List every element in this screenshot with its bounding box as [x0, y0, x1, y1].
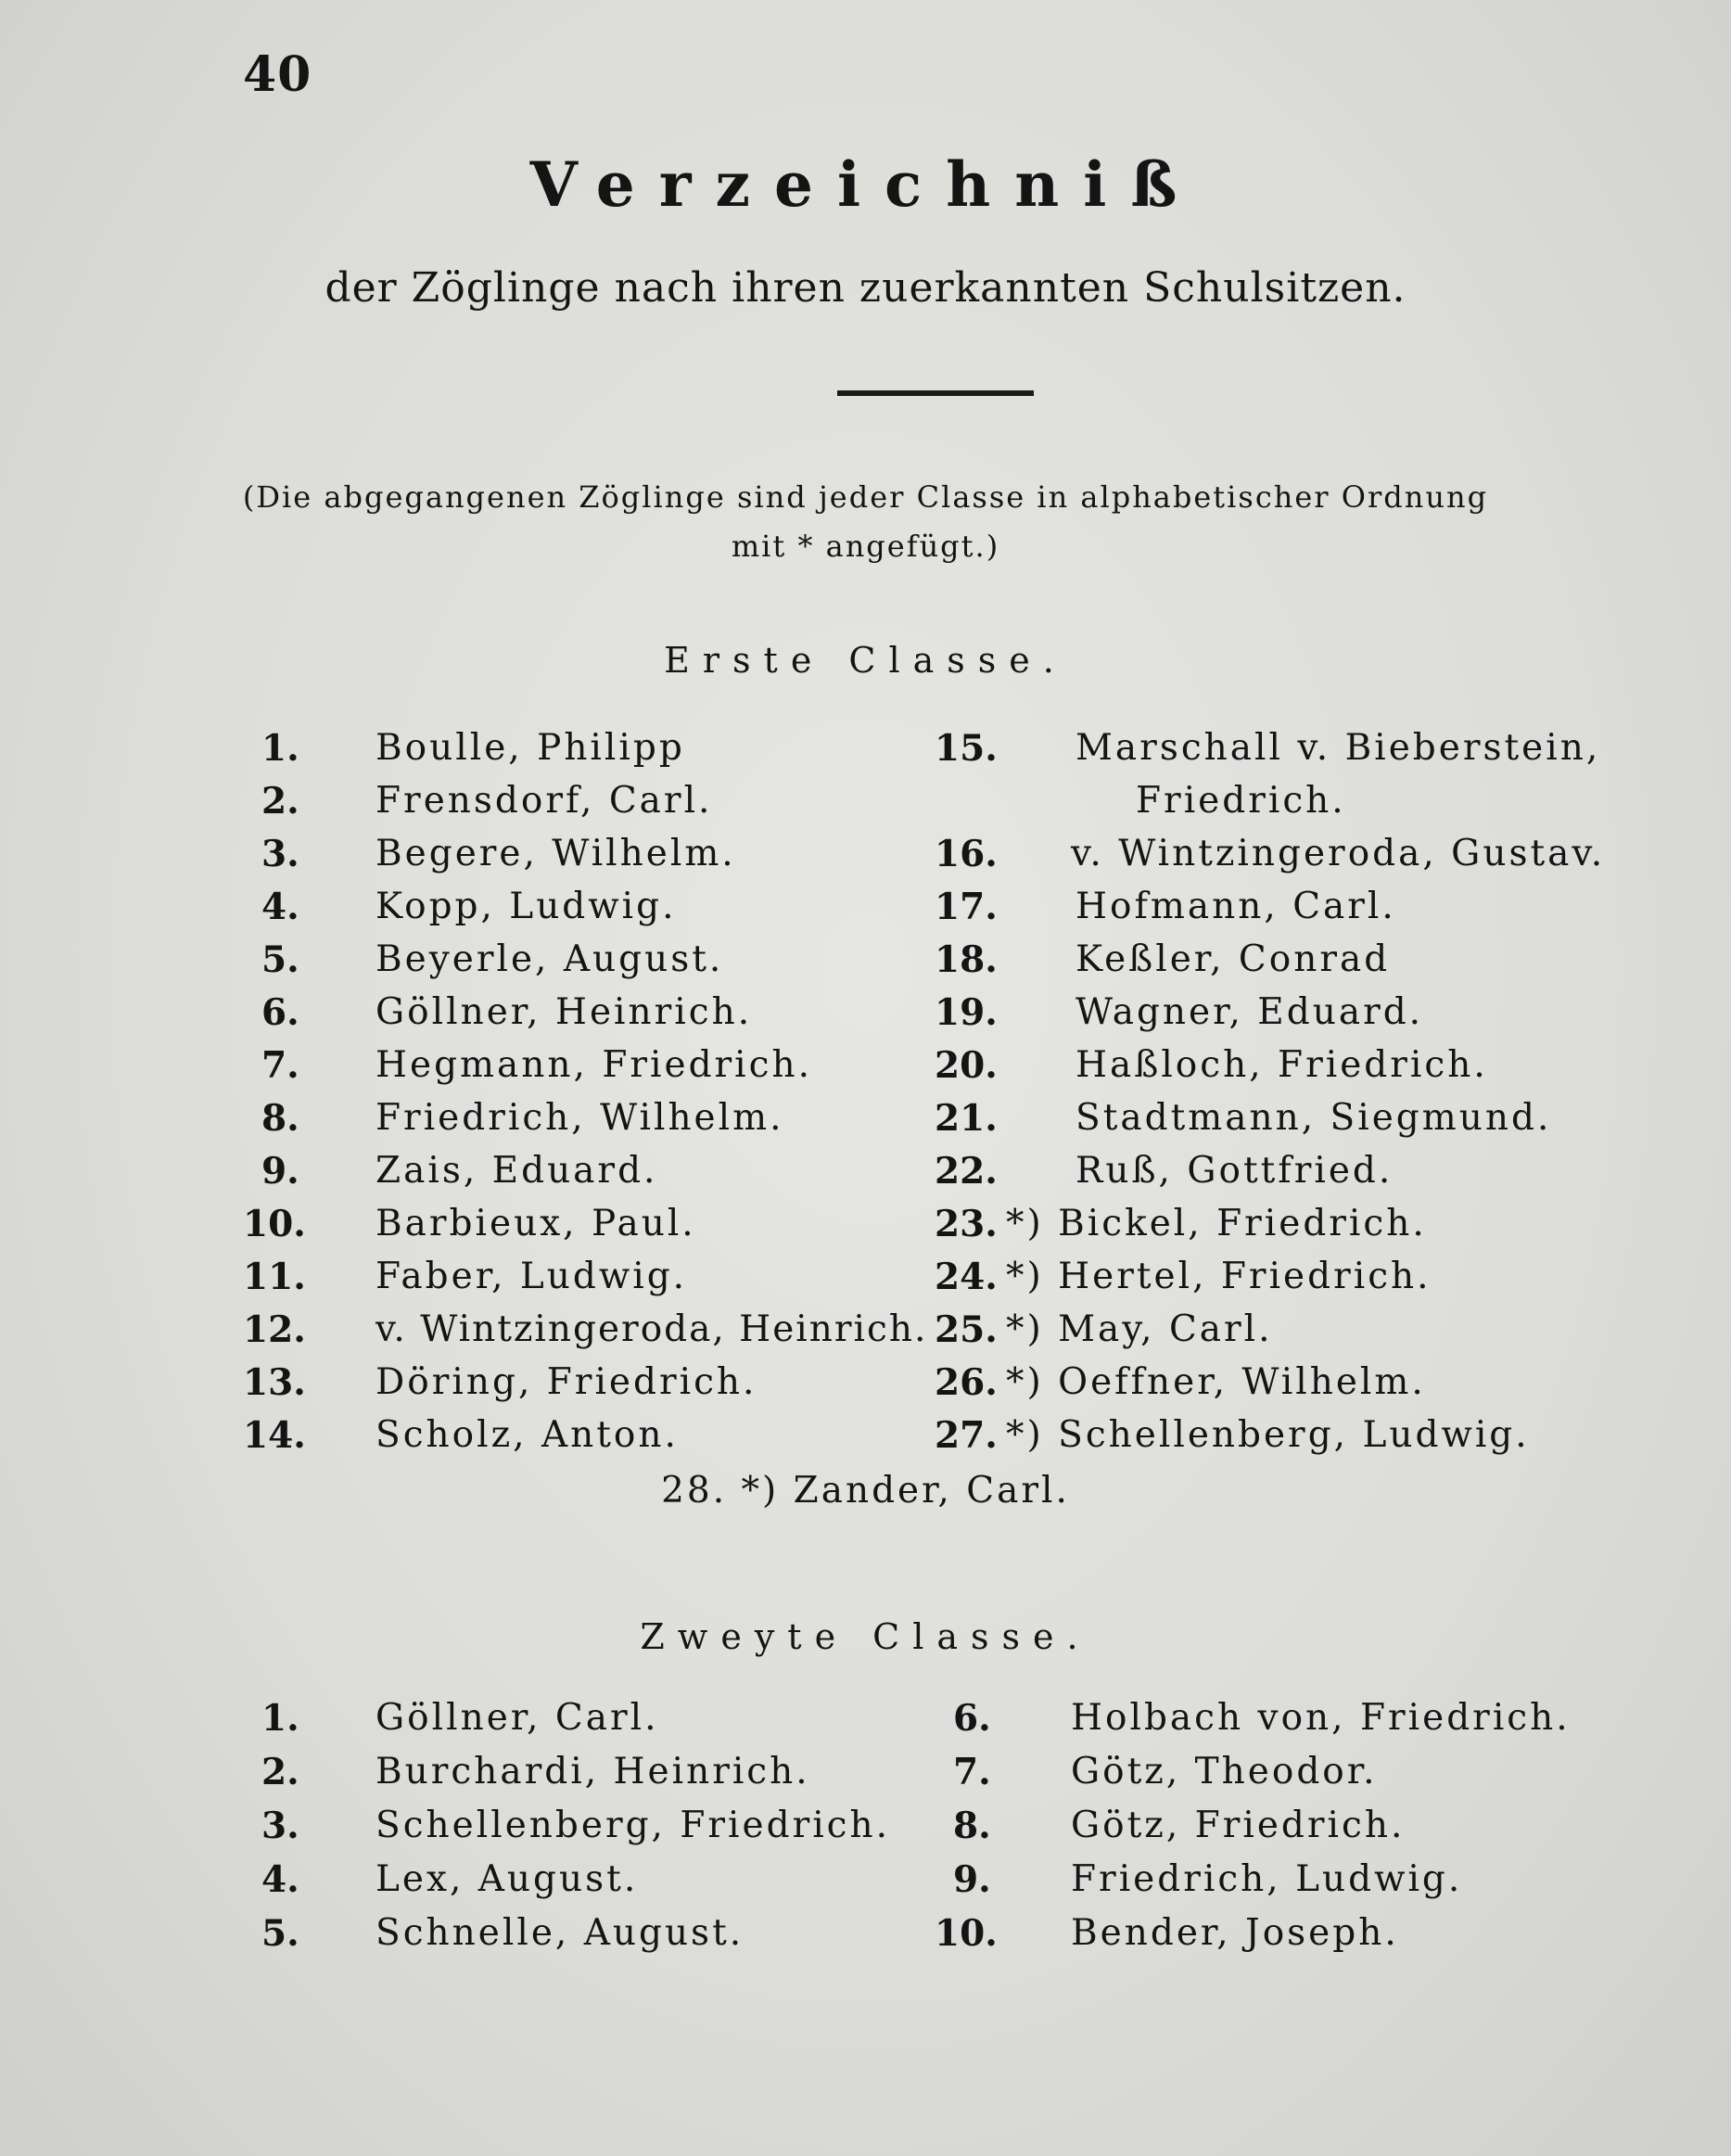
- entry-number: 24.: [935, 1256, 998, 1298]
- entry-name: Burchardi, Heinrich.: [375, 1751, 810, 1792]
- erste-classe-extra-entry: 28. *) Zander, Carl.: [661, 1470, 1070, 1512]
- entry-number: 17.: [935, 886, 998, 928]
- entry-number: 6.: [953, 1697, 991, 1740]
- entry-name: Götz, Theodor.: [1071, 1751, 1378, 1792]
- entry-number: 8.: [953, 1805, 991, 1847]
- entry-name: Schellenberg, Friedrich.: [375, 1805, 891, 1846]
- entry-name: *) Hertel, Friedrich.: [1006, 1256, 1432, 1297]
- entry-name: Friedrich, Wilhelm.: [375, 1097, 784, 1139]
- entry-number: 15.: [935, 727, 998, 770]
- entry-name: Keßler, Conrad: [1076, 938, 1391, 980]
- entry-number: 8.: [261, 1097, 299, 1140]
- zweyte-classe-heading: Zweyte Classe.: [640, 1616, 1091, 1657]
- entry-number: 21.: [935, 1097, 998, 1140]
- entry-number: 7.: [261, 1044, 299, 1087]
- entry-name: Scholz, Anton.: [375, 1414, 679, 1456]
- entry-number: 16.: [935, 833, 998, 875]
- entry-number: 25.: [935, 1308, 998, 1351]
- entry-name: Zais, Eduard.: [375, 1150, 658, 1192]
- entry-name: *) Schellenberg, Ludwig.: [1006, 1414, 1530, 1456]
- entry-name: *) Oeffner, Wilhelm.: [1006, 1361, 1426, 1403]
- entry-number: 23.: [935, 1203, 998, 1245]
- page-number: 40: [243, 46, 312, 103]
- entry-number: 1.: [261, 1697, 299, 1740]
- entry-name: Haßloch, Friedrich.: [1076, 1044, 1488, 1086]
- entry-name: v. Wintzingeroda, Gustav.: [1071, 833, 1606, 874]
- entry-number: 10.: [243, 1203, 306, 1245]
- entry-name: Holbach von, Friedrich.: [1071, 1697, 1571, 1739]
- entry-name: Ruß, Gottfried.: [1076, 1150, 1394, 1192]
- entry-number: 13.: [243, 1361, 306, 1404]
- entry-name: Wagner, Eduard.: [1076, 991, 1424, 1033]
- entry-number: 7.: [953, 1751, 991, 1793]
- entry-number: 12.: [243, 1308, 306, 1351]
- page-title: Verzeichniß: [529, 148, 1202, 221]
- entry-number: 5.: [261, 1912, 299, 1955]
- entry-name: Kopp, Ludwig.: [375, 886, 677, 927]
- entry-name: Bender, Joseph.: [1071, 1912, 1399, 1954]
- entry-number: 4.: [261, 886, 299, 928]
- entry-name: Hofmann, Carl.: [1076, 886, 1396, 927]
- entry-name: *) May, Carl.: [1006, 1308, 1273, 1350]
- entry-name: Friedrich, Ludwig.: [1071, 1858, 1463, 1900]
- entry-name: *) Bickel, Friedrich.: [1006, 1203, 1427, 1244]
- entry-number: 26.: [935, 1361, 998, 1404]
- entry-name: Hegmann, Friedrich.: [375, 1044, 813, 1086]
- entry-name: Göllner, Carl.: [375, 1697, 659, 1739]
- entry-number: 1.: [261, 727, 299, 770]
- entry-name: Boulle, Philipp: [375, 727, 685, 769]
- erste-classe-heading: Erste Classe.: [664, 640, 1067, 681]
- entry-name-continued: Friedrich.: [1136, 780, 1346, 822]
- entry-number: 9.: [261, 1150, 299, 1193]
- entry-number: 5.: [261, 938, 299, 981]
- entry-name: Begere, Wilhelm.: [375, 833, 736, 874]
- entry-name: Barbieux, Paul.: [375, 1203, 696, 1244]
- entry-number: 18.: [935, 938, 998, 981]
- entry-name: Lex, August.: [375, 1858, 639, 1900]
- entry-name: Faber, Ludwig.: [375, 1256, 688, 1297]
- note-line-2: mit * angefügt.): [731, 529, 1000, 564]
- entry-name: Schnelle, August.: [375, 1912, 745, 1954]
- page-subtitle: der Zöglinge nach ihren zuerkannten Schulsitzen.: [325, 264, 1406, 312]
- entry-number: 10.: [935, 1912, 998, 1955]
- entry-number: 2.: [261, 780, 299, 823]
- entry-number: 27.: [935, 1414, 998, 1457]
- entry-name: Döring, Friedrich.: [375, 1361, 757, 1403]
- entry-number: 2.: [261, 1751, 299, 1793]
- entry-name: Marschall v. Bieberstein,: [1076, 727, 1601, 769]
- entry-name: Götz, Friedrich.: [1071, 1805, 1406, 1846]
- entry-name: Göllner, Heinrich.: [375, 991, 753, 1033]
- entry-number: 9.: [953, 1858, 991, 1901]
- entry-number: 6.: [261, 991, 299, 1034]
- entry-name: v. Wintzingeroda, Heinrich.: [375, 1308, 928, 1350]
- entry-name: Beyerle, August.: [375, 938, 724, 980]
- entry-number: 20.: [935, 1044, 998, 1087]
- entry-number: 3.: [261, 1805, 299, 1847]
- entry-number: 4.: [261, 1858, 299, 1901]
- entry-number: 3.: [261, 833, 299, 875]
- entry-number: 11.: [243, 1256, 306, 1298]
- entry-name: Frensdorf, Carl.: [375, 780, 713, 822]
- entry-number: 14.: [243, 1414, 306, 1457]
- entry-number: 19.: [935, 991, 998, 1034]
- entry-name: Stadtmann, Siegmund.: [1076, 1097, 1552, 1139]
- note-line-1: (Die abgegangenen Zöglinge sind jeder Classe in alphabetischer Ordnung: [242, 479, 1489, 515]
- entry-number: 22.: [935, 1150, 998, 1193]
- title-divider: [837, 390, 1034, 396]
